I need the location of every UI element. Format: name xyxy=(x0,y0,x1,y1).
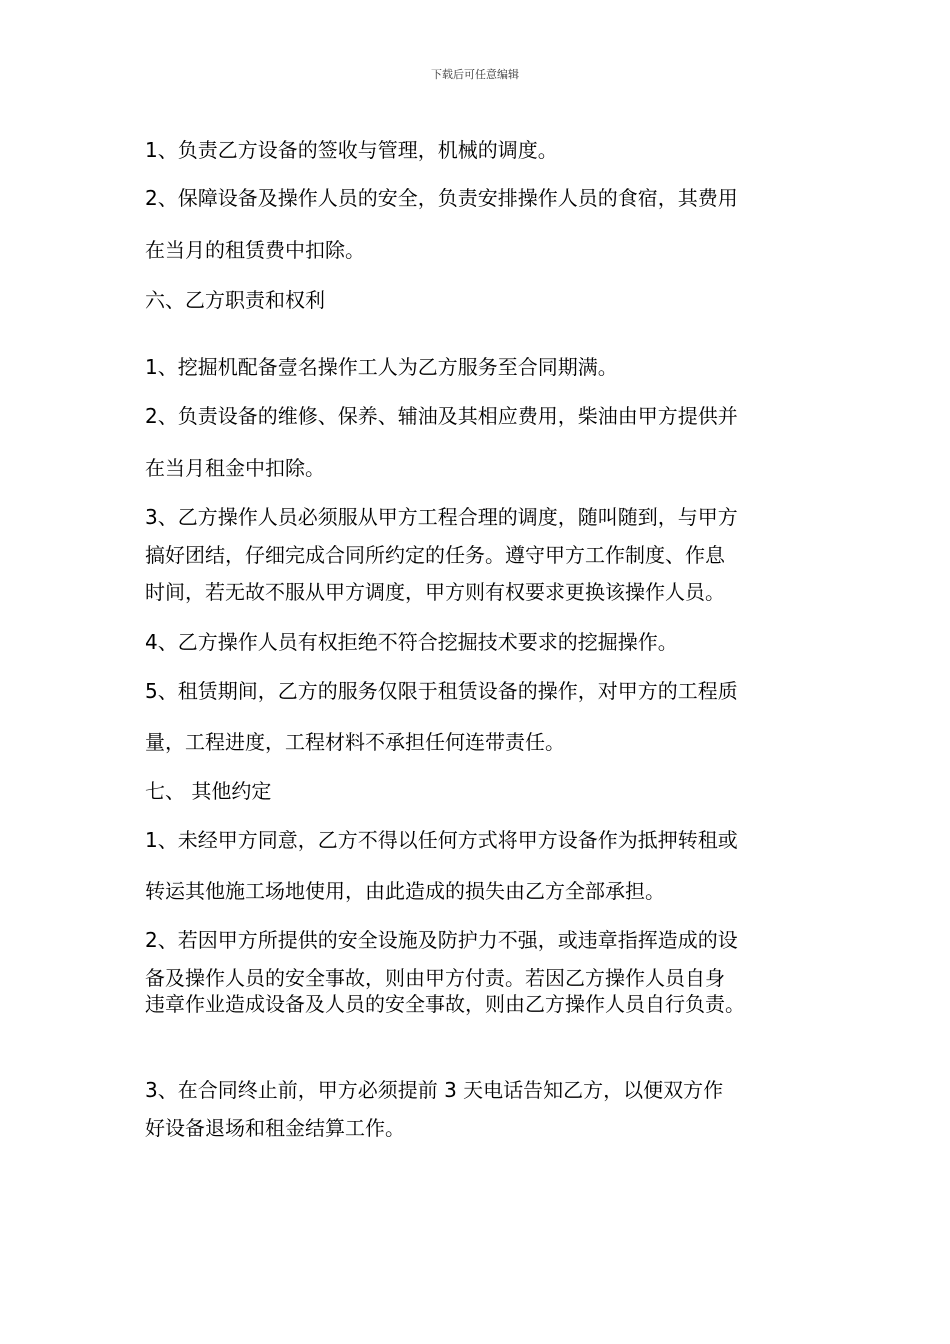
text-line: 搞好团结，仔细完成合同所约定的任务。遵守甲方工作制度、作息 xyxy=(145,543,725,567)
text-line: 3、在合同终止前，甲方必须提前 3 天电话告知乙方，以便双方作 xyxy=(145,1078,724,1102)
text-line: 好设备退场和租金结算工作。 xyxy=(145,1116,405,1140)
text-line: 3、乙方操作人员必须服从甲方工程合理的调度，随叫随到，与甲方 xyxy=(145,505,738,529)
text-line: 在当月的租赁费中扣除。 xyxy=(145,238,365,262)
text-line: 1、未经甲方同意，乙方不得以任何方式将甲方设备作为抵押转租或 xyxy=(145,828,738,852)
text-line: 4、乙方操作人员有权拒绝不符合挖掘技术要求的挖掘操作。 xyxy=(145,630,678,654)
text-line: 违章作业造成设备及人员的安全事故，则由乙方操作人员自行负责。 xyxy=(145,992,745,1016)
text-line: 在当月租金中扣除。 xyxy=(145,456,325,480)
text-line: 时间，若无故不服从甲方调度，甲方则有权要求更换该操作人员。 xyxy=(145,580,725,604)
text-line: 5、租赁期间，乙方的服务仅限于租赁设备的操作，对甲方的工程质 xyxy=(145,679,738,703)
section-heading: 六、乙方职责和权利 xyxy=(145,288,325,312)
text-line: 2、保障设备及操作人员的安全，负责安排操作人员的食宿，其费用 xyxy=(145,186,738,210)
text-line: 1、挖掘机配备壹名操作工人为乙方服务至合同期满。 xyxy=(145,355,618,379)
text-line: 2、若因甲方所提供的安全设施及防护力不强，或违章指挥造成的设 xyxy=(145,928,738,952)
page-header: 下载后可任意编辑 xyxy=(431,68,519,81)
text-line: 备及操作人员的安全事故，则由甲方付责。若因乙方操作人员自身 xyxy=(145,966,725,990)
text-line: 1、负责乙方设备的签收与管理，机械的调度。 xyxy=(145,138,558,162)
text-line: 转运其他施工场地使用，由此造成的损失由乙方全部承担。 xyxy=(145,879,665,903)
section-heading: 七、 其他约定 xyxy=(145,779,272,803)
text-line: 2、负责设备的维修、保养、辅油及其相应费用，柴油由甲方提供并 xyxy=(145,404,738,428)
text-line: 量，工程进度，工程材料不承担任何连带责任。 xyxy=(145,730,565,754)
